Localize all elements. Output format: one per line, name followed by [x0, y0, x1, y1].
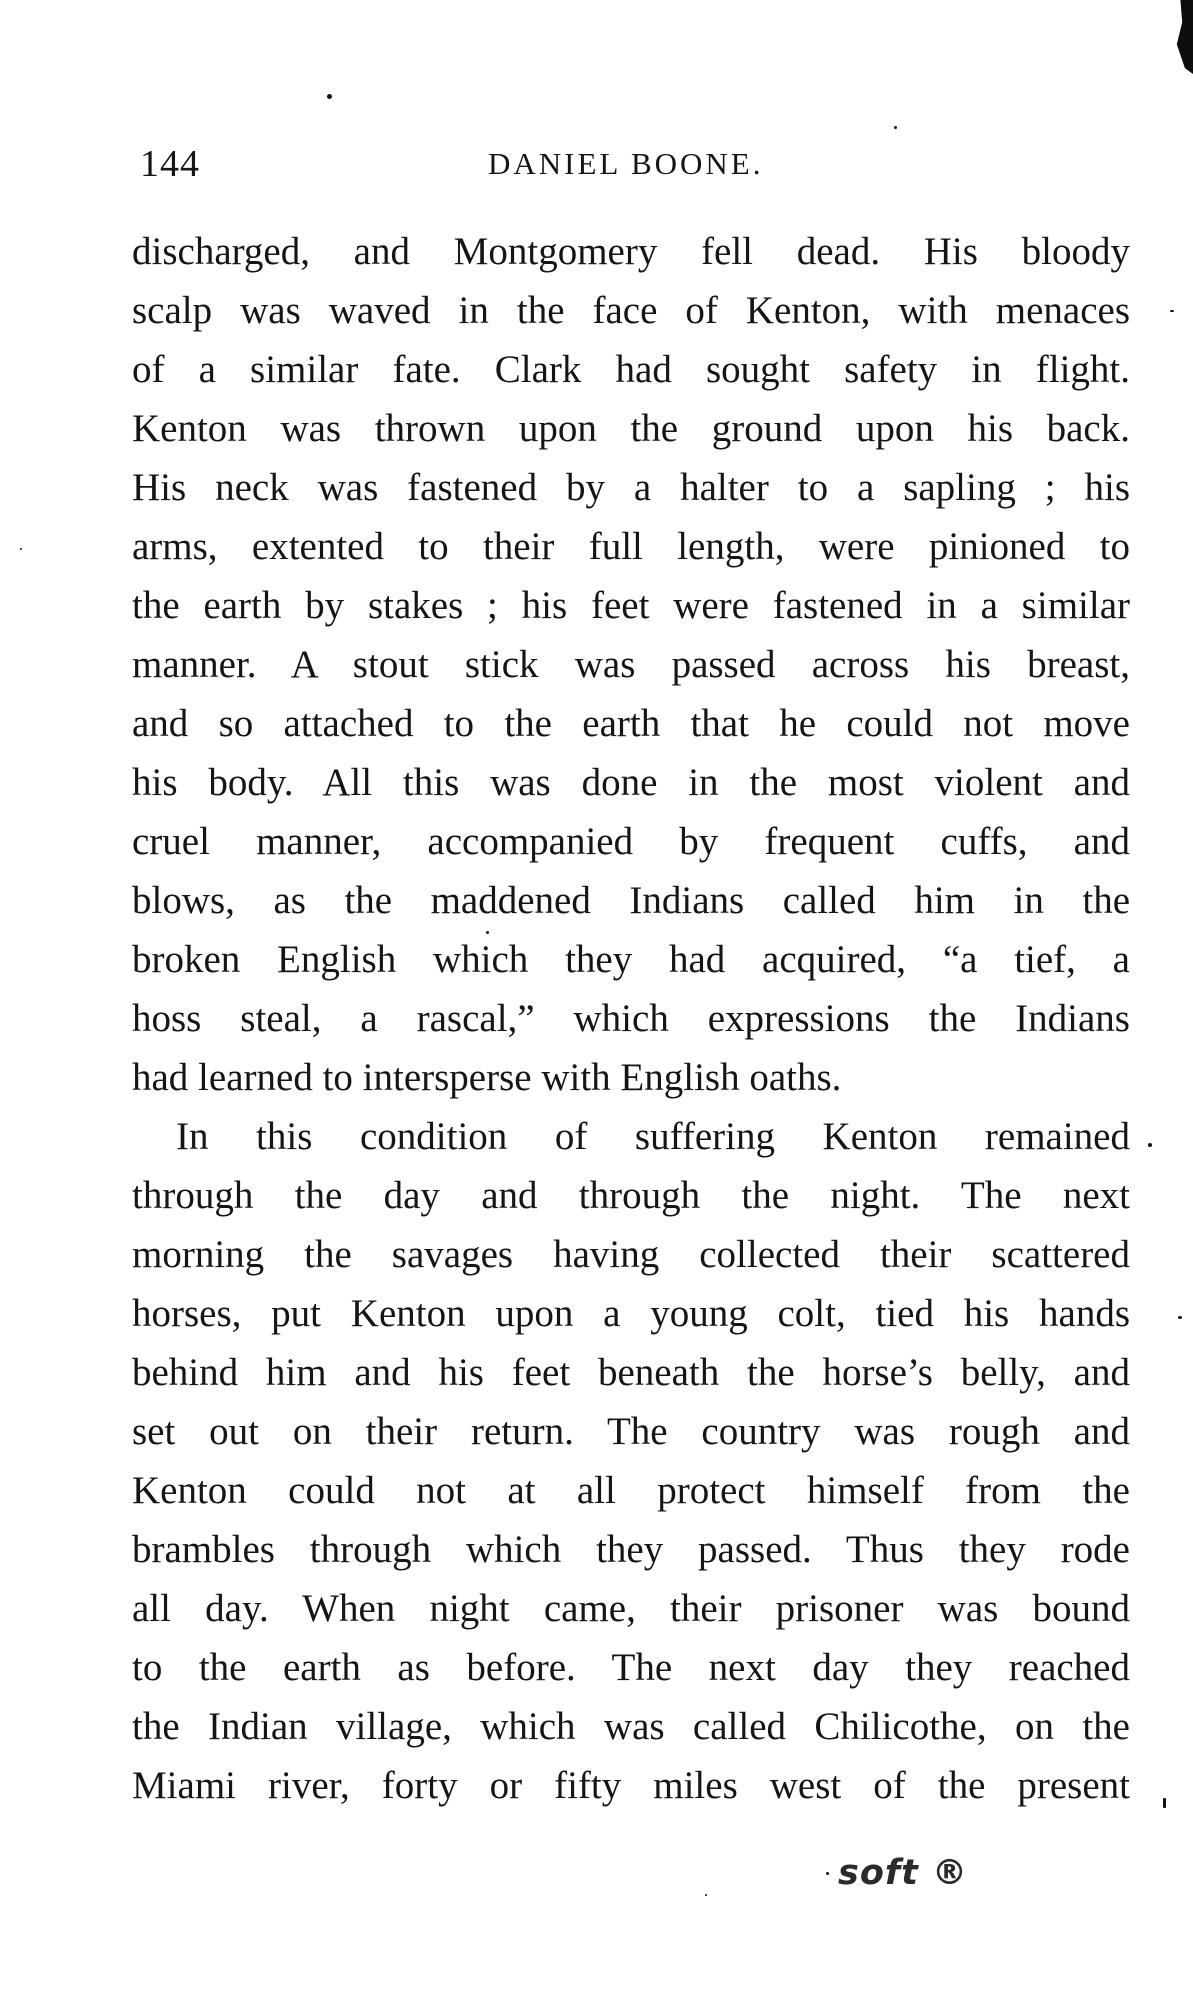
text-line: had learned to intersperse with English oaths.: [132, 1056, 842, 1099]
text-line: morning the savages having collected their scattered: [132, 1233, 1130, 1276]
dust-speck: [20, 548, 22, 550]
text-line: his body. All this was done in the most violent and: [132, 761, 1130, 804]
text-line: brambles through which they passed. Thus they rode: [132, 1528, 1130, 1571]
text-line: arms, extented to their full length, were pinioned to: [132, 525, 1130, 568]
page-header: [132, 142, 1116, 188]
text-line: set out on their return. The country was rough and: [132, 1410, 1130, 1453]
page-edge-blot: [1175, 0, 1193, 74]
text-line: behind him and his feet beneath the horse’s belly, and: [132, 1351, 1130, 1394]
text-line: discharged, and Montgomery fell dead. His bloody: [132, 230, 1130, 273]
dust-speck: [1178, 1316, 1182, 1319]
text-line: all day. When night came, their prisoner was bound: [132, 1587, 1130, 1630]
scanner-watermark: soft ®: [838, 1853, 969, 1893]
text-line: Kenton could not at all protect himself from the: [132, 1469, 1130, 1512]
dust-speck: [486, 931, 489, 934]
text-line: to the earth as before. The next day they reached: [132, 1646, 1130, 1689]
text-line: Miami river, forty or fifty miles west of the present: [132, 1764, 1130, 1807]
text-line: blows, as the maddened Indians called him in the: [132, 879, 1130, 922]
text-line: His neck was fastened by a halter to a sapling ; his: [132, 466, 1130, 509]
text-line: and so attached to the earth that he could not move: [132, 702, 1130, 745]
paragraph-1: [132, 222, 1130, 1107]
page-number: 144: [140, 143, 200, 185]
dust-speck: [1148, 1143, 1152, 1147]
dust-speck: [1170, 310, 1174, 312]
paragraph-2: [132, 1107, 1130, 1815]
text-line: of a similar fate. Clark had sought safety in flight.: [132, 348, 1130, 391]
text-line: hoss steal, a rascal,” which expressions the Indians: [132, 997, 1130, 1040]
dust-speck: [705, 1894, 707, 1896]
text-line: the earth by stakes ; his feet were fastened in a similar: [132, 584, 1130, 627]
text-line: scalp was waved in the face of Kenton, with menaces: [132, 289, 1130, 332]
text-line: the Indian village, which was called Chilicothe, on the: [132, 1705, 1130, 1748]
text-line: broken English which they had acquired, “a tief, a: [132, 938, 1130, 981]
body-text: [132, 222, 1130, 1815]
dust-speck: [1163, 1798, 1166, 1808]
text-line: through the day and through the night. The next: [132, 1174, 1130, 1217]
dust-speck: [327, 94, 332, 99]
text-line: horses, put Kenton upon a young colt, tied his hands: [132, 1292, 1130, 1335]
dust-speck: [894, 126, 897, 129]
text-line: cruel manner, accompanied by frequent cuffs, and: [132, 820, 1130, 863]
text-line: Kenton was thrown upon the ground upon his back.: [132, 407, 1130, 450]
text-line: In this condition of suffering Kenton remained: [176, 1115, 1130, 1158]
running-head: DANIEL BOONE.: [488, 146, 764, 181]
dust-speck: [826, 1872, 829, 1875]
text-line: manner. A stout stick was passed across his breast,: [132, 643, 1130, 686]
